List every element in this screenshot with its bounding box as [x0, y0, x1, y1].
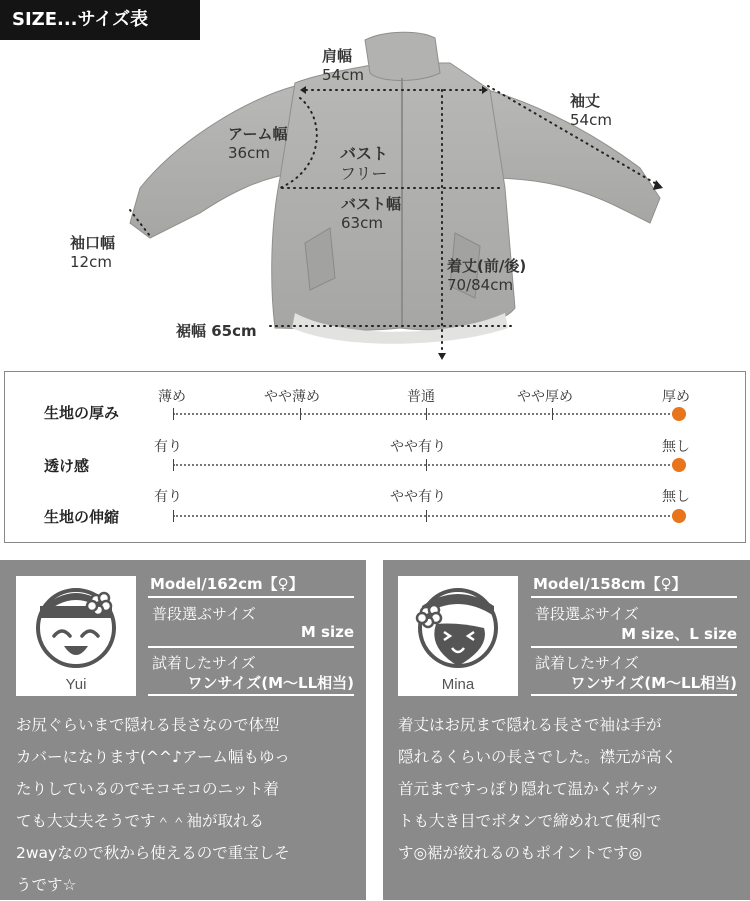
scale-tick — [300, 408, 301, 420]
arm-width-label: アーム幅 36cm — [228, 125, 288, 162]
tried-size-label: 試着したサイズ — [152, 654, 256, 672]
avatar — [398, 576, 518, 696]
scale-label: やや有り — [390, 439, 446, 455]
scale-tick — [426, 459, 427, 471]
scale-label: やや厚め — [517, 389, 573, 405]
yui-face-icon — [16, 576, 136, 696]
divider — [148, 596, 354, 598]
scale-label: 無し — [662, 439, 690, 455]
size-chart-title: SIZE...サイズ表 — [0, 0, 200, 40]
transparency-selected-marker — [672, 458, 686, 472]
mina-face-icon — [398, 576, 518, 696]
avatar — [16, 576, 136, 696]
divider — [531, 596, 737, 598]
divider — [531, 646, 737, 648]
tried-size-value: ワンサイズ(M〜LL相当) — [187, 674, 354, 692]
usual-size-label: 普段選ぶサイズ — [152, 605, 256, 623]
bust-free-label: バスト フリー — [340, 144, 389, 183]
model-panel-mina — [383, 560, 750, 900]
fabric-thickness-label: 生地の厚み — [44, 404, 120, 422]
scale-tick — [173, 408, 174, 420]
scale-label: 無し — [662, 489, 690, 505]
divider — [148, 694, 354, 696]
model-height-title: Model/158cm【♀】 — [533, 575, 687, 593]
tried-size-value: ワンサイズ(M〜LL相当) — [570, 674, 737, 692]
scale-tick — [552, 408, 553, 420]
divider — [531, 694, 737, 696]
scale-label: 有り — [154, 439, 182, 455]
model-comment: お尻ぐらいまで隠れる長さなので体型 カバーになります(^^♪アーム幅もゆっ たりしているのでモコモコのニット着 ても大丈夫そうです＾＾袖が取れる 2wayなので秋から使えるので重宝しそ うです☆ — [16, 716, 290, 894]
tried-size-label: 試着したサイズ — [535, 654, 639, 672]
cuff-width-label: 袖口幅 12cm — [70, 234, 116, 271]
scale-tick — [173, 510, 174, 522]
scale-tick — [426, 510, 427, 522]
stretch-selected-marker — [672, 509, 686, 523]
svg-text:Yui: Yui — [65, 676, 87, 693]
model-panel-yui — [0, 560, 366, 900]
scale-label: やや有り — [390, 489, 446, 505]
thickness-selected-marker — [672, 407, 686, 421]
usual-size-value: M size、L size — [621, 625, 737, 643]
scale-label: 普通 — [407, 389, 435, 405]
model-height-title: Model/162cm【♀】 — [150, 575, 304, 593]
length-label: 着丈(前/後) 70/84cm — [447, 257, 527, 294]
usual-size-value: M size — [300, 623, 354, 641]
hem-width-label: 裾幅 65cm — [176, 322, 257, 340]
divider — [148, 646, 354, 648]
transparency-label: 透け感 — [44, 457, 90, 475]
scale-tick — [173, 459, 174, 471]
scale-tick — [426, 408, 427, 420]
bust-width-label: バスト幅 63cm — [341, 195, 402, 232]
usual-size-label: 普段選ぶサイズ — [535, 605, 639, 623]
scale-label: 有り — [154, 489, 182, 505]
scale-label: 厚め — [662, 389, 690, 405]
scale-label: やや薄め — [264, 389, 320, 405]
stretch-label: 生地の伸縮 — [44, 508, 120, 526]
svg-text:Mina: Mina — [441, 676, 475, 693]
scale-label: 薄め — [158, 389, 186, 405]
shoulder-width-label: 肩幅 54cm — [322, 47, 364, 84]
model-comment: 着丈はお尻まで隠れる長さで袖は手が 隠れるくらいの長さでした。襟元が高く 首元まですっぽり隠れて温かくポケッ トも大き目でボタンで締めれて便利で す◎裾が絞れるのもポイントです◎ — [398, 716, 678, 862]
sleeve-length-label: 袖丈 54cm — [570, 92, 612, 129]
